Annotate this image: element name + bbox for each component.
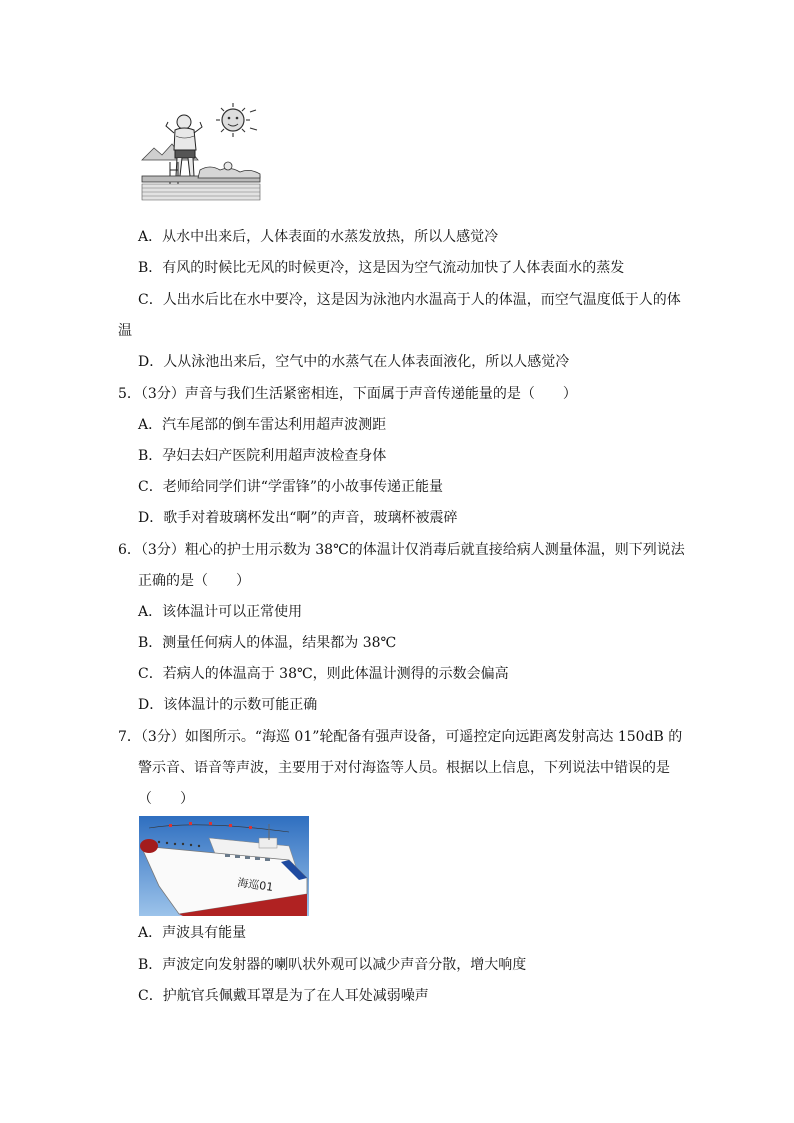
q4-option-d: D．人从泳池出来后，空气中的水蒸气在人体表面液化，所以人感觉冷 (138, 354, 570, 370)
patrol-ship-photo (139, 816, 309, 916)
q6-option-c: C．若病人的体温高于 38℃，则此体温计测得的示数会偏高 (138, 666, 509, 682)
q7-option-b: B．声波定向发射器的喇叭状外观可以减少声音分散，增大响度 (138, 957, 527, 973)
q6-stem-line1: 6．（3分）粗心的护士用示数为 38℃的体温计仅消毒后就直接给病人测量体温，则下列说法 (118, 542, 685, 558)
q6-stem-line2: 正确的是（ ） (138, 573, 250, 589)
q5-option-d: D．歌手对着玻璃杯发出“啊”的声音，玻璃杯被震碎 (138, 510, 458, 526)
ship-name-label: 海巡01 (236, 876, 275, 894)
poolside-illustration (140, 100, 265, 205)
sun-icon (216, 103, 257, 137)
q4-option-c: C．人出水后比在水中要冷，这是因为泳池内水温高于人的体温，而空气温度低于人的体 (138, 292, 681, 308)
q7-stem-line2: 警示音、语音等声波，主要用于对付海盗等人员。根据以上信息，下列说法中错误的是 (138, 760, 670, 776)
q7-option-c: C．护航官兵佩戴耳罩是为了在人耳处减弱噪声 (138, 988, 429, 1004)
q4-option-c-continued: 温 (118, 323, 132, 339)
q4-option-b: B．有风的时候比无风的时候更冷，这是因为空气流动加快了人体表面水的蒸发 (138, 260, 625, 276)
q6-option-b: B．测量任何病人的体温，结果都为 38℃ (138, 635, 397, 651)
q6-option-a: A．该体温计可以正常使用 (138, 604, 303, 620)
q7-option-a: A．声波具有能量 (138, 925, 247, 941)
q7-stem-line3: （ ） (138, 791, 194, 807)
q5-option-b: B．孕妇去妇产医院利用超声波检查身体 (138, 448, 387, 464)
q4-option-a: A．从水中出来后，人体表面的水蒸发放热，所以人感觉冷 (138, 229, 499, 245)
q5-stem: 5．（3分）声音与我们生活紧密相连，下面属于声音传递能量的是（ ） (118, 386, 577, 402)
q5-option-c: C．老师给同学们讲“学雷锋”的小故事传递正能量 (138, 479, 444, 495)
poolside-drawing (140, 100, 265, 205)
q5-option-a: A．汽车尾部的倒车雷达利用超声波测距 (138, 417, 387, 433)
q7-stem-line1: 7．（3分）如图所示。“海巡 01”轮配备有强声设备，可遥控定向远距离发射高达 150dB 的 (118, 729, 683, 745)
q6-option-d: D．该体温计的示数可能正确 (138, 697, 318, 713)
